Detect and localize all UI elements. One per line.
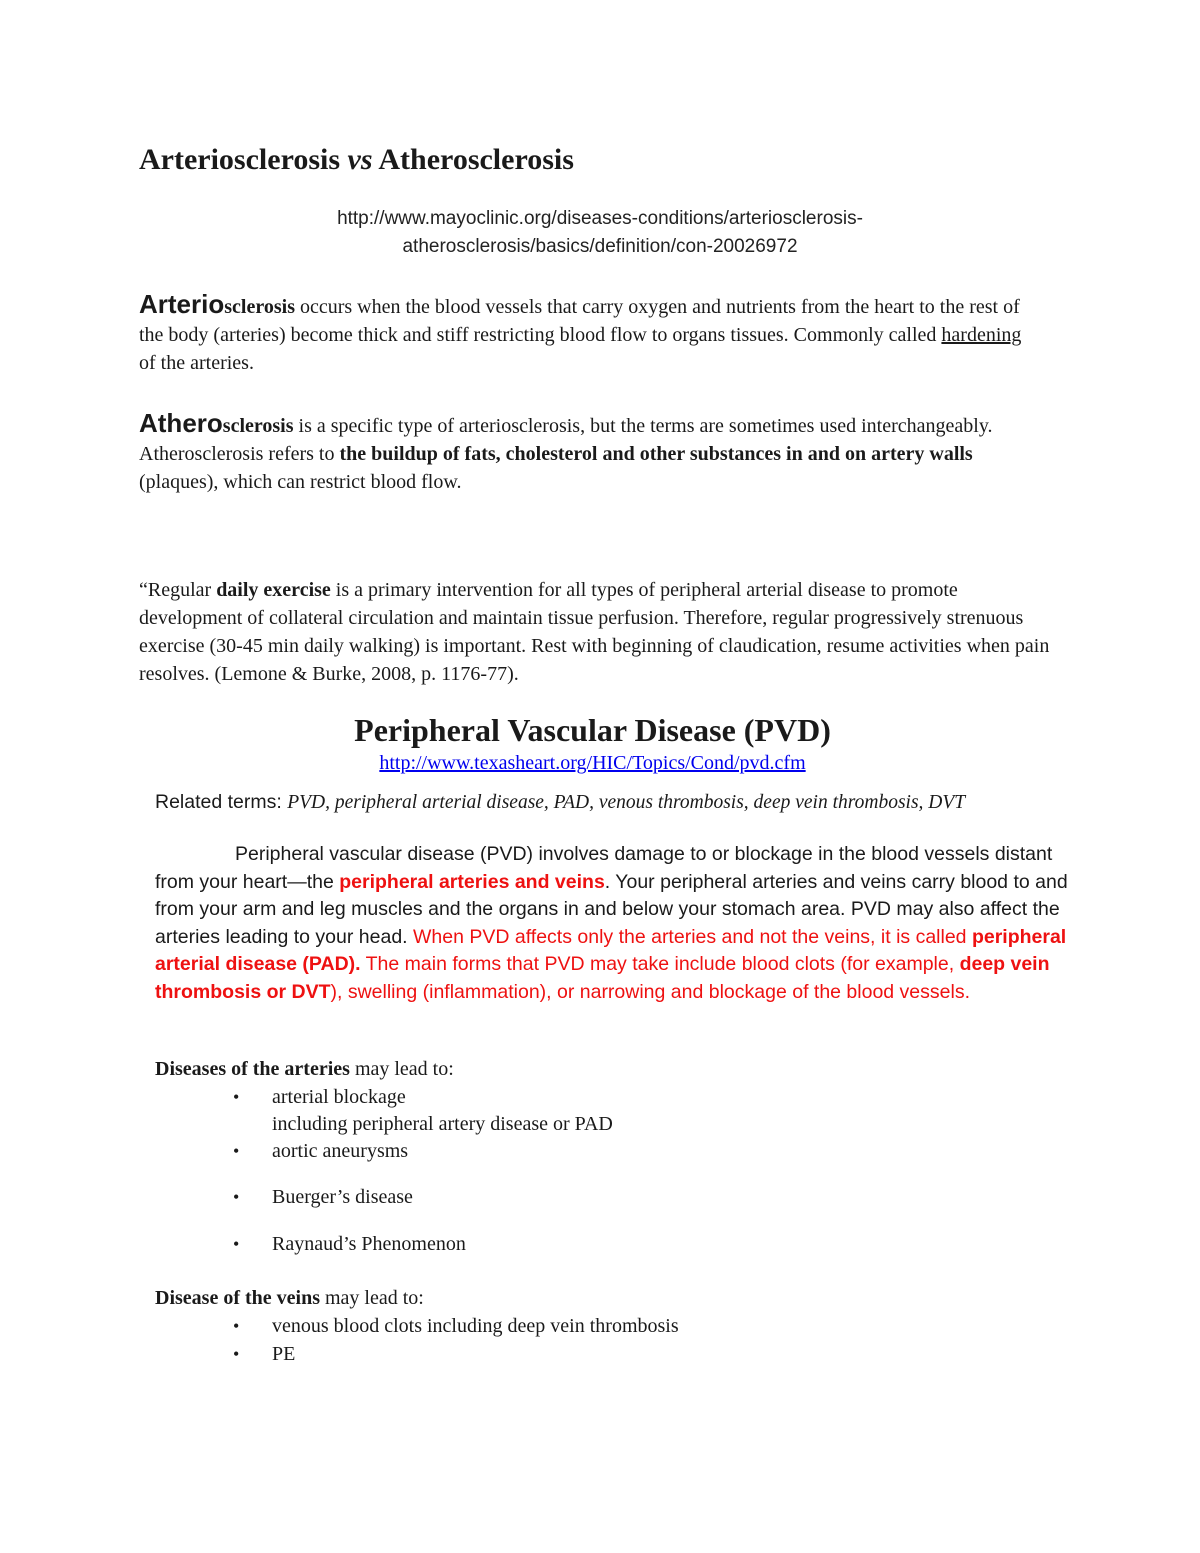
arteriosclerosis-paragraph — [139, 290, 1039, 377]
pvd-red-bold-1: peripheral arteries and veins — [339, 870, 605, 893]
bullet-icon: • — [233, 1344, 240, 1364]
page-title — [139, 143, 574, 177]
pvd-red-3: ), swelling (inflammation), or narrowing and blockage of the blood vessels. — [330, 980, 970, 1003]
texasheart-link[interactable]: http://www.texasheart.org/HIC/Topics/Cond/pvd.cfm — [379, 752, 806, 774]
list-item-text: PE — [272, 1343, 296, 1365]
pvd-text-1: Peripheral vascular disease (PVD) involves damage to or blockage in the blood vessels distant from your heart—the — [155, 843, 1053, 893]
title-part-1: Arteriosclerosis — [139, 143, 348, 176]
quote-bold: daily exercise — [216, 579, 331, 601]
athero-suffix: sclerosis — [222, 415, 294, 437]
related-label: Related terms: — [155, 791, 288, 813]
arterio-suffix: sclerosis — [224, 296, 295, 318]
athero-text-2: (plaques), which can restrict blood flow. — [139, 471, 462, 493]
arteries-head-rest: may lead to: — [349, 1058, 454, 1080]
veins-head-rest: may lead to: — [319, 1287, 424, 1309]
pvd-red-bold-3: deep vein thrombosis or DVT — [155, 953, 1050, 1003]
hardening-underlined: hardening — [941, 324, 1022, 346]
bullet-icon: • — [233, 1087, 240, 1107]
arteries-list-heading — [155, 1058, 454, 1081]
related-terms — [155, 789, 1075, 817]
list-item-text: Buerger’s disease — [272, 1186, 413, 1208]
title-part-2: Atherosclerosis — [372, 143, 574, 176]
pvd-heading: Peripheral Vascular Disease (PVD) — [354, 712, 831, 748]
athero-text-1: is a specific type of arteriosclerosis, but the terms are sometimes used interchangeably. Atherosclerosis refers to — [139, 415, 993, 465]
arterio-text-2: of the arteries. — [139, 352, 254, 374]
list-item-text: including peripheral artery disease or PAD — [272, 1113, 613, 1135]
bullet-icon: • — [233, 1141, 240, 1161]
pvd-description — [155, 841, 1075, 1006]
atherosclerosis-paragraph — [139, 409, 1039, 496]
pvd-red-2: The main forms that PVD may take include blood clots (for example, — [360, 953, 960, 975]
arterio-text-1: occurs when the blood vessels that carry oxygen and nutrients from the heart to the rest of the body (arteries) become thick and stiff restricting blood flow to organs tissues. Commonly called — [139, 296, 1020, 346]
exercise-quote — [139, 576, 1059, 688]
bullet-icon: • — [233, 1187, 240, 1207]
arterio-prefix: Arterio — [139, 289, 225, 319]
title-vs: vs — [347, 143, 373, 176]
mayo-url-line-1: http://www.mayoclinic.org/diseases-conditions/arteriosclerosis- — [337, 208, 863, 229]
pvd-red-bold-2: peripheral arterial disease (PAD). — [155, 925, 1067, 975]
related-terms-list: PVD, peripheral arterial disease, PAD, venous thrombosis, deep vein thrombosis, DVT — [287, 792, 966, 813]
veins-list-heading — [155, 1287, 424, 1310]
mayo-clinic-url — [0, 205, 1200, 261]
quote-text-2: is a primary intervention for all types of peripheral arterial disease to promote development of collateral circulation and maintain tissue perfusion. Therefore, regular progressively strenuous exercise (30-45 min daily walking) is important. Rest with beginning of claudication, resume activities when pain resolves. (Lemone & Burke, 2008, p. 1176-77). — [139, 579, 1050, 685]
bullet-icon: • — [233, 1316, 240, 1336]
list-item-text: venous blood clots including deep vein thrombosis — [272, 1315, 679, 1337]
arteries-head-bold: Diseases of the arteries — [155, 1058, 350, 1080]
pvd-text-2: . Your peripheral arteries and veins carry blood to and from your arm and leg muscles and the organs in and below your stomach area. PVD may also affect the arteries leading to your head. — [155, 870, 1068, 948]
athero-prefix: Athero — [139, 408, 223, 438]
list-item-text: aortic aneurysms — [272, 1140, 409, 1162]
bullet-icon: • — [233, 1234, 240, 1254]
list-item-text: arterial blockage — [272, 1086, 406, 1108]
veins-head-bold: Disease of the veins — [155, 1287, 320, 1309]
pvd-red-1: When PVD affects only the arteries and not the veins, it is called — [413, 925, 972, 948]
athero-bold-definition: the buildup of fats, cholesterol and other substances in and on artery walls — [339, 443, 973, 465]
mayo-url-line-2: atherosclerosis/basics/definition/con-20026972 — [402, 236, 798, 257]
quote-text-1: “Regular — [139, 579, 217, 601]
list-item-text: Raynaud’s Phenomenon — [272, 1233, 466, 1255]
